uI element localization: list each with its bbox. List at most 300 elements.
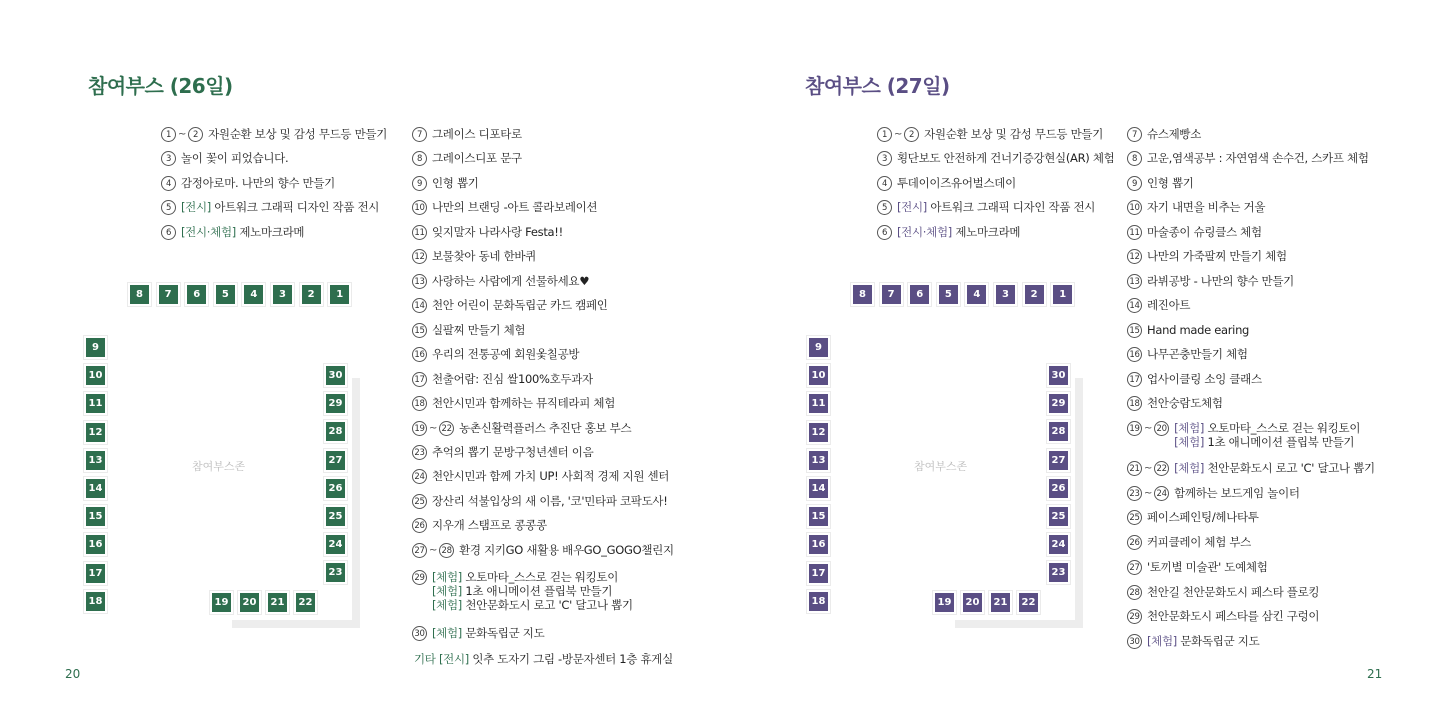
booth-item (412, 151, 522, 166)
booth-marker: 11 (807, 392, 830, 415)
booth-item (412, 249, 536, 264)
number-badge: 10 (1127, 200, 1142, 215)
booth-item (412, 176, 479, 191)
booth-number (877, 151, 892, 166)
number-badge: 19 (1127, 421, 1142, 436)
number-badge: 1 (877, 127, 892, 142)
booth-item (412, 298, 608, 313)
booth-marker: 24 (324, 533, 347, 556)
booth-item (1127, 461, 1375, 476)
booth-number (412, 626, 427, 641)
booth-name (1147, 274, 1294, 288)
booth-line (432, 469, 669, 483)
booth-name (1147, 323, 1249, 337)
booth-line (924, 127, 1103, 141)
booth-marker: 3 (994, 283, 1017, 306)
booth-number (1127, 298, 1142, 313)
booth-number (161, 127, 203, 142)
booth-text: 횡단보도 안전하게 건너기증강현실(AR) 체험 (897, 151, 1115, 165)
number-badge: 18 (1127, 396, 1142, 411)
booth-marker: 26 (324, 477, 347, 500)
booth-text: 천안숭람도체험 (1147, 396, 1223, 410)
number-badge: 23 (1127, 486, 1142, 501)
number-badge: 30 (1127, 634, 1142, 649)
booth-number (1127, 461, 1169, 476)
booth-line (432, 626, 544, 640)
booth-line (1147, 151, 1369, 165)
booth-text: 농촌신활력플러스 추진단 홍보 부스 (459, 421, 632, 435)
booth-name (432, 200, 597, 214)
booth-name (924, 127, 1103, 141)
booth-number (1127, 510, 1142, 525)
page-title: 참여부스 (26일) (88, 74, 233, 98)
booth-name (897, 151, 1114, 165)
booth-number (161, 200, 176, 215)
booth-name (1147, 535, 1251, 549)
booth-tag: [전시·체험] (181, 225, 236, 239)
booth-item (412, 372, 593, 387)
page-number: 20 (65, 667, 81, 681)
booth-text: 제노마크라메 (955, 225, 1021, 239)
booth-name (1147, 298, 1190, 312)
booth-number (877, 225, 892, 240)
booth-text: 자원순환 보상 및 감성 무드등 만들기 (208, 127, 388, 141)
booth-number (412, 347, 427, 362)
booth-number (1127, 323, 1142, 338)
booth-marker: 9 (807, 336, 830, 359)
booth-text: 감정아로마. 나만의 향수 만들기 (181, 176, 335, 190)
number-badge: 28 (439, 543, 454, 558)
booth-marker: 1 (328, 283, 351, 306)
number-badge: 25 (412, 494, 427, 509)
page-title: 참여부스 (27일) (805, 74, 950, 98)
booth-marker: 5 (214, 283, 237, 306)
booth-line (1147, 560, 1268, 574)
booth-item (412, 543, 674, 558)
booth-tag: [전시] (181, 200, 211, 214)
booth-text: 라뷔공방 - 나만의 향수 만들기 (1147, 274, 1294, 288)
booth-line (181, 225, 304, 239)
booth-text: 제노마크라메 (239, 225, 305, 239)
booth-item (1127, 535, 1251, 550)
etc-label: 기타 [전시] (414, 652, 469, 666)
booth-line (1174, 461, 1375, 475)
booth-tag: [체험] (432, 584, 462, 598)
booth-line (432, 127, 522, 141)
booth-marker: 26 (1047, 477, 1070, 500)
booth-marker: 12 (807, 421, 830, 444)
booth-name (181, 151, 288, 165)
booth-marker: 27 (324, 449, 347, 472)
booth-text: 아트워크 그래픽 디자인 작품 전시 (214, 200, 380, 214)
booth-name (1147, 634, 1259, 648)
booth-line (1147, 127, 1201, 141)
booth-item (1127, 609, 1319, 624)
booth-number (412, 421, 454, 436)
booth-text: 나만의 가죽팔찌 만들기 체험 (1147, 249, 1287, 263)
booth-name (1147, 249, 1287, 263)
booth-line (208, 127, 387, 141)
booth-item (1127, 372, 1262, 387)
booth-text: 업사이클링 소잉 클래스 (1147, 372, 1262, 386)
number-badge: 14 (412, 298, 427, 313)
booth-item (412, 225, 563, 240)
booth-number (1127, 151, 1142, 166)
booth-item (877, 127, 1103, 142)
booth-name (1147, 151, 1369, 165)
number-badge: 17 (1127, 372, 1142, 387)
booth-tag: [체험] (1174, 435, 1205, 449)
booth-item (1127, 421, 1360, 449)
booth-tag: [체험] (432, 626, 462, 640)
booth-number (1127, 634, 1142, 649)
booth-line (432, 584, 633, 598)
booth-marker: 17 (84, 562, 107, 585)
booth-number (412, 176, 427, 191)
booth-marker: 6 (185, 283, 208, 306)
booth-marker: 16 (84, 533, 107, 556)
booth-number (1127, 127, 1142, 142)
booth-marker: 10 (807, 364, 830, 387)
booth-marker: 14 (807, 477, 830, 500)
number-badge: 5 (877, 200, 892, 215)
booth-marker: 30 (1047, 364, 1070, 387)
booth-marker: 29 (1047, 392, 1070, 415)
booth-line (1147, 274, 1294, 288)
booth-tag: [체험] (432, 570, 462, 584)
booth-name (432, 127, 522, 141)
number-badge: 9 (1127, 176, 1142, 191)
booth-marker: 20 (961, 591, 984, 614)
booth-name (432, 176, 479, 190)
booth-number (877, 127, 919, 142)
booth-item (877, 225, 1020, 240)
booth-number (1127, 535, 1142, 550)
page-number: 21 (1367, 667, 1383, 681)
booth-name (1147, 225, 1262, 239)
number-badge: 30 (412, 626, 427, 641)
booth-item (161, 127, 387, 142)
number-badge: 19 (412, 421, 427, 436)
number-badge: 24 (412, 469, 427, 484)
booth-marker: 3 (271, 283, 294, 306)
booth-item (1127, 298, 1190, 313)
booth-marker: 8 (128, 283, 151, 306)
booth-number (1127, 585, 1142, 600)
booth-item (412, 518, 547, 533)
booth-number (412, 127, 427, 142)
booth-name (459, 543, 674, 557)
zone-wall (352, 378, 360, 628)
number-badge: 5 (161, 200, 176, 215)
number-badge: 10 (412, 200, 427, 215)
booth-marker: 5 (937, 283, 960, 306)
booth-line (459, 421, 631, 435)
number-badge: 28 (1127, 585, 1142, 600)
booth-marker: 22 (1017, 591, 1040, 614)
booth-line (897, 176, 1016, 190)
number-badge: 18 (412, 396, 427, 411)
number-badge: 2 (904, 127, 919, 142)
booth-item (412, 445, 593, 460)
booth-name (432, 347, 579, 361)
booth-line (1147, 347, 1248, 361)
booth-text: 지우개 스탬프로 콩콩콩 (432, 518, 547, 532)
booth-number (1127, 225, 1142, 240)
booth-item (412, 626, 544, 641)
booth-text: 고운,염색공부 : 자연염색 손수건, 스카프 체험 (1147, 151, 1369, 165)
booth-line (432, 494, 668, 508)
booth-text: 천안문화도시 페스타를 삼킨 구렁이 (1147, 609, 1320, 623)
booth-marker: 1 (1051, 283, 1074, 306)
booth-text: 나만의 브랜딩 -아트 콜라보레이션 (432, 200, 598, 214)
number-badge: 4 (877, 176, 892, 191)
booth-line (1147, 298, 1190, 312)
zone-wall (232, 620, 360, 628)
booth-number (412, 249, 427, 264)
number-badge: 22 (439, 421, 454, 436)
number-badge: 21 (1127, 461, 1142, 476)
number-badge: 12 (1127, 249, 1142, 264)
booth-name (897, 176, 1016, 190)
booth-number (1127, 176, 1142, 191)
number-badge: 11 (412, 225, 427, 240)
booth-name (432, 372, 593, 386)
booth-line (1147, 585, 1319, 599)
booth-item (877, 200, 1095, 215)
booth-marker: 18 (807, 590, 830, 613)
booth-name (181, 176, 335, 190)
booth-line (432, 200, 597, 214)
booth-item (1127, 323, 1249, 338)
booth-item (1127, 396, 1223, 411)
booth-number (1127, 486, 1169, 501)
zone-wall (955, 620, 1083, 628)
booth-item (1127, 151, 1369, 166)
number-badge: 9 (412, 176, 427, 191)
booth-name (432, 626, 544, 640)
booth-line (897, 151, 1114, 165)
booth-number (1127, 609, 1142, 624)
booth-marker: 15 (807, 505, 830, 528)
booth-line (1147, 200, 1265, 214)
zone-label: 참여부스존 (192, 460, 246, 473)
booth-line (432, 298, 608, 312)
booth-line (1174, 421, 1360, 435)
booth-text: 문화독립군 지도 (1180, 634, 1260, 648)
booth-number (1127, 347, 1142, 362)
booth-line (432, 323, 525, 337)
number-badge: 29 (1127, 609, 1142, 624)
booth-tag: [체험] (1147, 634, 1177, 648)
booth-item (1127, 249, 1287, 264)
booth-text: 실팔찌 만들기 체험 (432, 323, 526, 337)
booth-name (432, 445, 593, 459)
booth-item (412, 274, 589, 289)
number-badge: 15 (412, 323, 427, 338)
booth-marker: 20 (238, 591, 261, 614)
booth-number (412, 543, 454, 558)
number-badge: 23 (412, 445, 427, 460)
booth-item (161, 225, 304, 240)
number-badge: 29 (412, 570, 427, 585)
booth-item (1127, 274, 1294, 289)
booth-text: 천안문화도시 로고 'C' 달고나 뽑기 (465, 598, 633, 612)
number-badge: 20 (1154, 421, 1169, 436)
booth-line (897, 225, 1020, 239)
booth-number (412, 274, 427, 289)
number-badge: 6 (877, 225, 892, 240)
booth-marker: 23 (324, 561, 347, 584)
booth-marker: 4 (242, 283, 265, 306)
booth-line (1174, 486, 1300, 500)
booth-text: 1초 애니메이션 플립북 만들기 (465, 584, 613, 598)
booth-number (1127, 249, 1142, 264)
booth-text: 슈스제빵소 (1147, 127, 1202, 141)
range-separator: ~ (429, 544, 438, 556)
booth-line (1147, 396, 1223, 410)
booth-text: 커피클레이 체험 부스 (1147, 535, 1251, 549)
booth-marker: 2 (1023, 283, 1046, 306)
booth-line (432, 176, 479, 190)
booth-marker: 24 (1047, 533, 1070, 556)
booth-name (432, 225, 563, 239)
number-badge: 8 (1127, 151, 1142, 166)
number-badge: 22 (1154, 461, 1169, 476)
booth-item (412, 323, 525, 338)
number-badge: 26 (1127, 535, 1142, 550)
booth-line (432, 347, 579, 361)
booth-name (1147, 347, 1248, 361)
booth-number (1127, 396, 1142, 411)
booth-marker: 11 (84, 392, 107, 415)
booth-number (412, 469, 427, 484)
booth-text: 천안문화도시 로고 'C' 달고나 뽑기 (1207, 461, 1375, 475)
booth-number (412, 200, 427, 215)
booth-marker: 7 (880, 283, 903, 306)
booth-number (412, 570, 427, 585)
booth-name (432, 494, 668, 508)
booth-text: 아트워크 그래픽 디자인 작품 전시 (930, 200, 1096, 214)
booth-marker: 19 (933, 591, 956, 614)
booth-line (432, 570, 633, 584)
booth-item (412, 421, 631, 436)
booth-number (412, 225, 427, 240)
number-badge: 8 (412, 151, 427, 166)
booth-marker: 25 (324, 505, 347, 528)
booth-number (1127, 421, 1169, 436)
booth-item (877, 151, 1114, 166)
booth-text: 투데이이즈유어벌스데이 (897, 176, 1016, 190)
booth-marker: 13 (84, 449, 107, 472)
number-badge: 13 (412, 274, 427, 289)
booth-line (181, 151, 288, 165)
booth-marker: 8 (851, 283, 874, 306)
booth-marker: 16 (807, 533, 830, 556)
booth-number (412, 372, 427, 387)
booth-text: 천안시민과 함께 가치 UP! 사회적 경제 지원 센터 (432, 469, 670, 483)
range-separator: ~ (1144, 462, 1153, 474)
number-badge: 7 (412, 127, 427, 142)
booth-line (432, 445, 593, 459)
booth-tag: [전시] (897, 200, 927, 214)
booth-number (1127, 372, 1142, 387)
booth-text: 추억의 뽑기 문방구청년센터 이음 (432, 445, 594, 459)
zone-wall (1075, 378, 1083, 628)
range-separator: ~ (178, 128, 187, 140)
booth-item (1127, 176, 1194, 191)
booth-text: 우리의 전통공예 회원옻칠공방 (432, 347, 580, 361)
booth-item (1127, 560, 1268, 575)
booth-item (412, 570, 633, 612)
booth-line (1147, 176, 1194, 190)
booth-line (432, 396, 615, 410)
booth-text: 문화독립군 지도 (465, 626, 545, 640)
number-badge: 16 (412, 347, 427, 362)
booth-text: 함께하는 보드게임 놀이터 (1174, 486, 1300, 500)
booth-marker: 14 (84, 477, 107, 500)
booth-marker: 27 (1047, 449, 1070, 472)
booth-item (1127, 634, 1259, 649)
booth-marker: 15 (84, 505, 107, 528)
booth-number (412, 298, 427, 313)
booth-line (432, 274, 589, 288)
booth-name (1174, 486, 1300, 500)
booth-marker: 17 (807, 562, 830, 585)
booth-item (412, 469, 669, 484)
booth-item (412, 347, 579, 362)
booth-line (1147, 225, 1262, 239)
booth-name (1147, 372, 1262, 386)
booth-marker: 18 (84, 590, 107, 613)
number-badge: 25 (1127, 510, 1142, 525)
number-badge: 12 (412, 249, 427, 264)
number-badge: 6 (161, 225, 176, 240)
booth-name (432, 570, 633, 612)
booth-number (412, 396, 427, 411)
booth-marker: 29 (324, 392, 347, 415)
booth-number (161, 176, 176, 191)
booth-name (897, 200, 1095, 214)
booth-number (877, 200, 892, 215)
booth-tag: [체험] (432, 598, 462, 612)
booth-name (1147, 200, 1265, 214)
booth-name (432, 469, 669, 483)
booth-line (1147, 510, 1259, 524)
booth-line (181, 200, 379, 214)
booth-number (1127, 200, 1142, 215)
booth-number (412, 518, 427, 533)
booth-marker: 10 (84, 364, 107, 387)
booth-text: 나무곤충만들기 체험 (1147, 347, 1248, 361)
etc-text: 잇추 도자기 그림 -방문자센터 1층 휴게실 (472, 652, 673, 666)
booth-line (1147, 249, 1287, 263)
booth-item (161, 176, 335, 191)
number-badge: 14 (1127, 298, 1142, 313)
booth-item (877, 176, 1016, 191)
booth-name (1174, 461, 1375, 475)
booth-name (459, 421, 631, 435)
number-badge: 13 (1127, 274, 1142, 289)
booth-text: 자기 내면을 비추는 거울 (1147, 200, 1266, 214)
range-separator: ~ (1144, 422, 1153, 434)
booth-item (161, 151, 288, 166)
booth-line (432, 249, 536, 263)
number-badge: 1 (161, 127, 176, 142)
range-separator: ~ (1144, 487, 1153, 499)
booth-name (1147, 560, 1268, 574)
booth-text: 천안 어린이 문화독립군 카드 캠페인 (432, 298, 608, 312)
